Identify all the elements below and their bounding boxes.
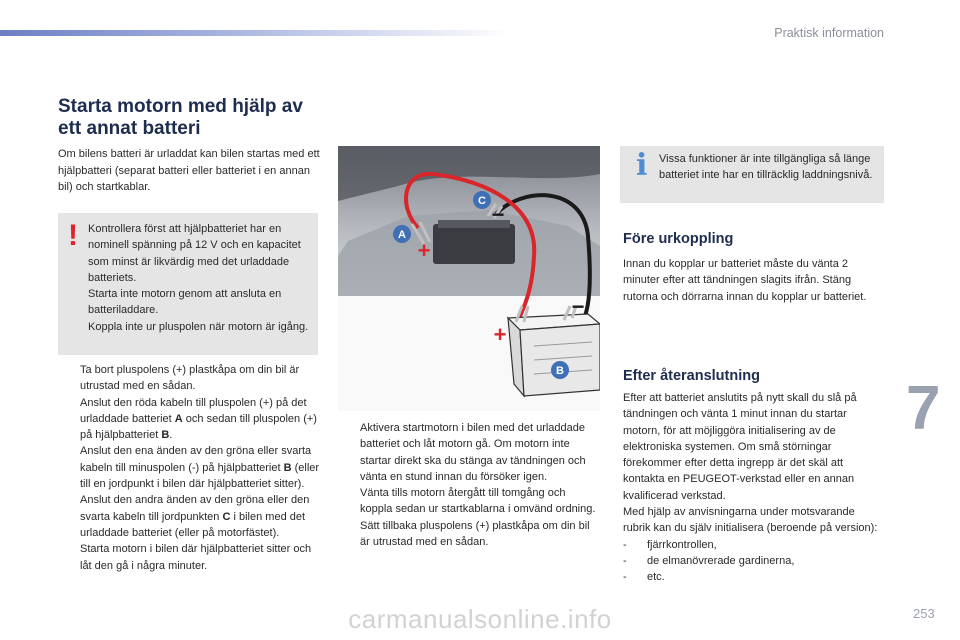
step-item: Vänta tills motorn återgått till tomgång och koppla sedan ur startkablarna i omvänd ordning. (360, 487, 596, 516)
plus-sign-a: + (417, 238, 431, 263)
info-text: Vissa funktioner är inte tillgängliga så länge batteriet inte har en tillräcklig laddningsnivå. (659, 153, 873, 182)
reinit-list (623, 537, 885, 586)
list-item: - etc. (623, 569, 885, 585)
page-title: Starta motorn med hjälp av ett annat batteri (58, 96, 303, 139)
warning-line: Kontrollera först att hjälpbatteriet har en nominell spänning på 12 V och en kapacitet som minst är likvärdig med det urladdade batteriets. (88, 223, 301, 284)
after-reconnect-text (623, 390, 885, 586)
plus-sign-b: + (493, 322, 507, 347)
warning-text (88, 221, 312, 335)
step-item: Anslut den ena änden av den gröna eller svarta kabeln till minuspolen (-) på hjälpbatteriet B (eller till en jordpunkt i bilen där hjälpbatteriet sitter). (80, 445, 320, 491)
step-item: Aktivera startmotorn i bilen med det urladdade batteriet och låt motorn gå. Om motorn inte startar direkt ska du stänga av tändningen och vänta en stund innan du försöker igen. (360, 422, 586, 483)
warning-icon: ! (68, 219, 78, 252)
after-paragraph: Med hjälp av anvisningarna under motsvarande rubrik kan du själv initialisera (beroende på version): (623, 506, 878, 535)
step-item: Anslut den andra änden av den gröna eller den svarta kabeln till jordpunkten C i bilen med det urladdade batteriet (eller på motorfästet). (80, 494, 310, 539)
steps-list-left (58, 362, 320, 574)
label-b: B (556, 365, 564, 377)
jump-start-diagram (338, 146, 600, 411)
watermark: carmanualsonline.info (348, 604, 612, 634)
step-item: Anslut den röda kabeln till pluspolen (+) på det urladdade batteriet A och sedan till pluspolen (+) på hjälpbatteriet B. (80, 396, 317, 442)
intro-text: Om bilens batteri är urladdat kan bilen startas med ett hjälpbatteri (separat batteri eller batteriet i en annan bil) och startkablar. (58, 148, 320, 193)
section-header: Praktisk information (774, 26, 884, 40)
warning-box (58, 213, 318, 355)
page-number: 253 (913, 606, 935, 621)
heading-before-disconnect: Före urkoppling (623, 231, 734, 247)
list-item: - fjärrkontrollen, (623, 537, 885, 553)
minus-sign-b: − (571, 294, 585, 319)
info-icon: i (636, 148, 648, 183)
step-item: Sätt tillbaka pluspolens (+) plastkåpa om din bil är utrustad med en sådan. (360, 519, 590, 549)
chapter-number: 7 (906, 374, 941, 443)
label-c: C (478, 195, 486, 207)
info-box (620, 146, 884, 203)
step-item: Ta bort pluspolens (+) plastkåpa om din bil är utrustad med en sådan. (80, 364, 300, 393)
header-gradient-bar (0, 30, 510, 36)
booster-battery-side (520, 324, 600, 396)
step-item: Starta motorn i bilen där hjälpbatteriet sitter och låt den gå i några minuter. (80, 543, 312, 572)
warning-line: Koppla inte ur pluspolen när motorn är igång. (88, 320, 309, 333)
list-item: - de elmanövrerade gardinerna, (623, 553, 885, 569)
steps-list-right (338, 420, 600, 550)
label-a: A (398, 229, 406, 241)
heading-after-reconnect: Efter återanslutning (623, 368, 760, 384)
before-disconnect-text: Innan du kopplar ur batteriet måste du vänta 2 minuter efter att tändningen slagits ifrån. Stäng rutorna och dörrarna innan du kopplar ur batteriet. (623, 258, 867, 303)
warning-line: Starta inte motorn genom att ansluta en batteriladdare. (88, 288, 282, 317)
car-battery (433, 224, 515, 264)
after-paragraph: Efter att batteriet anslutits på nytt skall du slå på tändningen och vänta 1 minut innan du startar motorn, för att möjliggöra initialisering av de elektroniska systemen. Om små störningar förekommer efter detta ingrepp är det skäl att kontakta en PEUGEOT-verkstad eller en annan kvalificerad verkstad. (623, 392, 857, 502)
minus-sign-c: − (491, 202, 505, 227)
